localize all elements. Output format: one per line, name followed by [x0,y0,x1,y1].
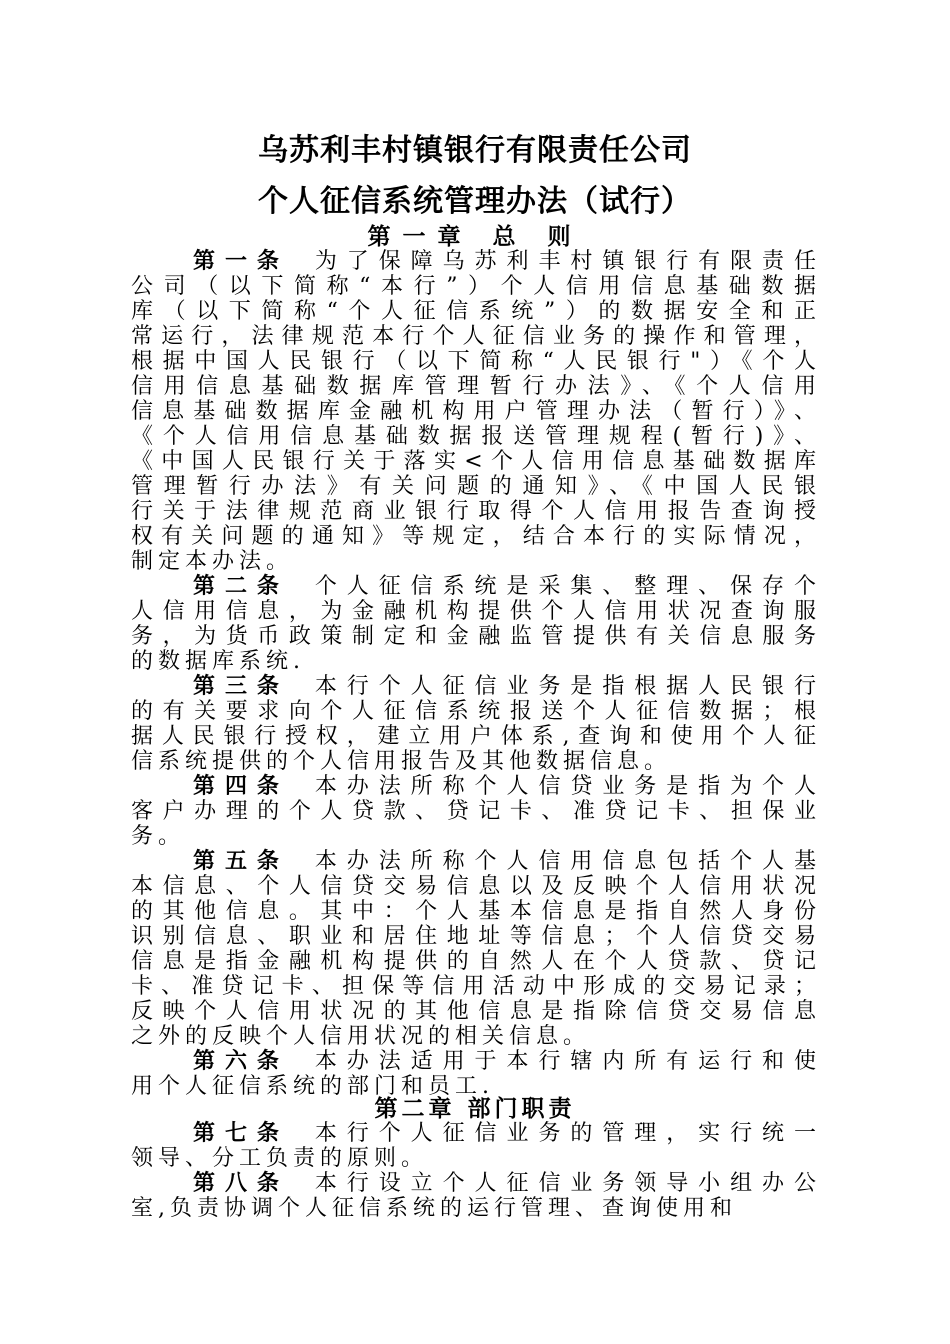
article-text: 用个人征信系统的部门和员工. [131,1074,494,1099]
article-line [131,799,821,824]
article-line [131,699,821,724]
article-text: 信息是指金融机构提供的自然人在个人贷款、贷记 [131,949,821,974]
article-text: 本行个人征信业务的管理，实行统一 [314,1121,821,1146]
article-text: 《中国人民银行关于落实<个人信用信息基础数据库 [131,449,821,474]
article-text: 常运行，法律规范本行个人征信业务的操作和管理， [131,324,821,349]
article-text: 识别信息、职业和居住地址等信息；个人信贷交易 [131,924,821,949]
article-text: 本行设立个人征信业务领导小组办公 [314,1171,821,1196]
article-number: 第一条 [193,249,289,274]
article-line [131,824,821,849]
article-text: 本信息、个人信贷交易信息以及反映个人信用状况 [131,874,821,899]
article-number: 第三条 [193,674,289,699]
article-line [131,499,821,524]
article-2 [131,574,821,674]
article-text: 管理暂行办法》有关问题的通知》、《中国人民银 [131,474,821,499]
article-text: 行关于法律规范商业银行取得个人信用报告查询授 [131,499,821,524]
article-line [131,899,821,924]
article-line [131,774,821,799]
document-title-line-2: 个人征信系统管理办法（试行） [258,184,692,219]
article-text: 公司（以下简称“本行”）个人信用信息基础数据 [131,274,821,299]
article-line [131,1024,821,1049]
article-line [131,349,821,374]
article-line [131,874,821,899]
article-text: 卡、准贷记卡、担保等信用活动中形成的交易记录； [131,974,821,999]
article-line [131,1121,821,1146]
article-text: 本办法适用于本行辖内所有运行和使 [314,1049,821,1074]
article-text: 权有关问题的通知》等规定，结合本行的实际情况， [131,524,821,549]
article-line [131,849,821,874]
article-line [131,399,821,424]
article-line [131,749,821,774]
article-text: 反映个人信用状况的其他信息是指除信贷交易信息 [131,999,821,1024]
article-number: 第五条 [193,849,289,874]
article-line [131,474,821,499]
article-text: 客户办理的个人贷款、贷记卡、准贷记卡、担保业 [131,799,821,824]
article-number: 第二条 [193,574,289,599]
article-text: 为了保障乌苏利丰村镇银行有限责任 [314,249,821,274]
document-title-line-1: 乌苏利丰村镇银行有限责任公司 [258,133,692,168]
article-line [131,324,821,349]
article-line [131,524,821,549]
article-text: 的数据库系统. [131,649,305,674]
article-number: 第四条 [193,774,289,799]
article-text: 信系统提供的个人信用报告及其他数据信息。 [131,749,672,774]
article-6 [131,1049,821,1099]
article-line [131,624,821,649]
article-line [131,974,821,999]
article-line [131,374,821,399]
chapter-1-heading: 第一章 总 则 [367,224,583,250]
article-number: 第八条 [193,1171,289,1196]
article-text: 的有关要求向个人征信系统报送个人征信数据；根 [131,699,821,724]
article-line [131,649,821,674]
article-text: 人信用信息，为金融机构提供个人信用状况查询服 [131,599,821,624]
article-line [131,1196,821,1221]
article-text: 务，为货币政策制定和金融监管提供有关信息服务 [131,624,821,649]
chapter-2-heading: 第二章 部门职责 [374,1096,576,1122]
article-text: 务。 [131,824,186,849]
article-1 [131,249,821,574]
article-text: 领导、分工负责的原则。 [131,1146,429,1171]
article-text: 之外的反映个人信用状况的相关信息。 [131,1024,591,1049]
article-3 [131,674,821,774]
article-line [131,1146,821,1171]
article-text: 的其他信息。其中：个人基本信息是指自然人身份 [131,899,821,924]
article-line [131,724,821,749]
article-line [131,574,821,599]
article-line [131,599,821,624]
article-line [131,449,821,474]
article-text: 库（以下简称“个人征信系统”）的数据安全和正 [131,299,821,324]
article-8 [131,1171,821,1221]
article-text: 《个人信用信息基础数据报送管理规程(暂行)》、 [131,424,821,449]
article-line [131,274,821,299]
article-line [131,674,821,699]
article-line [131,924,821,949]
article-line [131,1171,821,1196]
article-line [131,549,821,574]
article-text: 室,负责协调个人征信系统的运行管理、查询使用和 [131,1196,737,1221]
article-text: 据人民银行授权，建立用户体系,查询和使用个人征 [131,724,821,749]
article-4 [131,774,821,849]
article-line [131,424,821,449]
article-5 [131,849,821,1049]
article-text: 根据中国人民银行（以下简称“人民银行"）《个人 [131,349,821,374]
article-text: 信息基础数据库金融机构用户管理办法（暂行）》、 [131,399,821,424]
article-line [131,299,821,324]
article-line [131,999,821,1024]
article-text: 本办法所称个人信贷业务是指为个人 [314,774,821,799]
article-line [131,1049,821,1074]
article-text: 个人征信系统是采集、整理、保存个 [314,574,821,599]
article-text: 制定本办法。 [131,549,294,574]
article-text: 本办法所称个人信用信息包括个人基 [314,849,821,874]
article-number: 第七条 [193,1121,289,1146]
article-line [131,1074,821,1099]
article-number: 第六条 [193,1049,289,1074]
article-line [131,249,821,274]
article-text: 本行个人征信业务是指根据人民银行 [314,674,821,699]
article-7 [131,1121,821,1171]
article-line [131,949,821,974]
article-text: 信用信息基础数据库管理暂行办法》、《个人信用 [131,374,821,399]
